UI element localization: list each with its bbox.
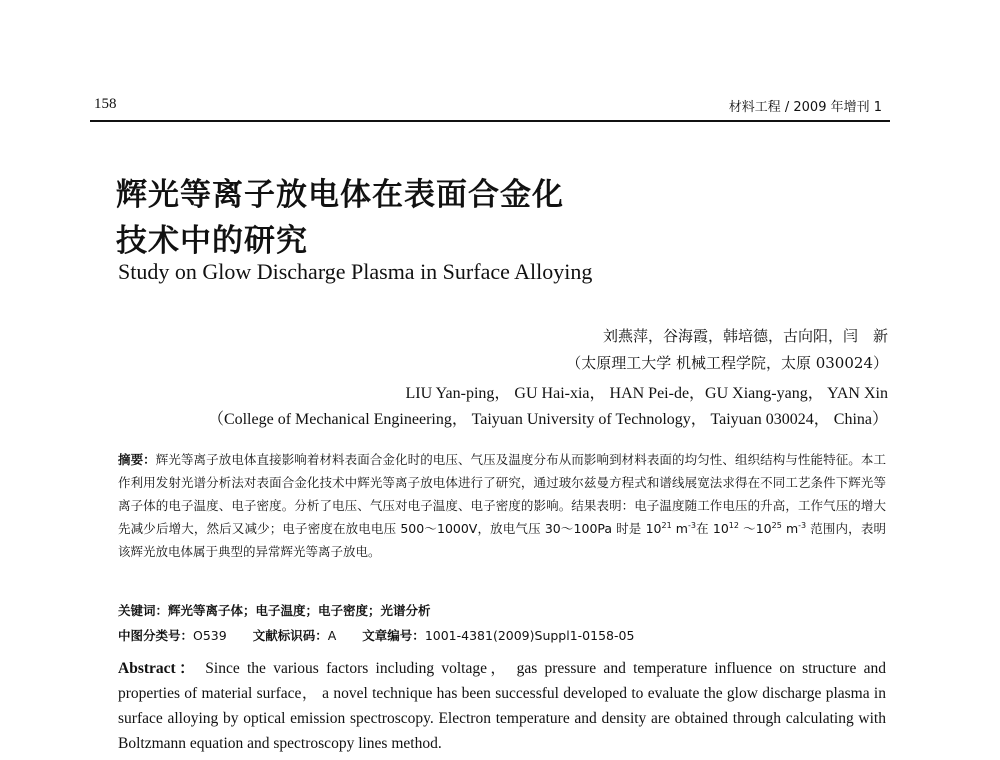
density-unit-1: m [671,521,688,536]
header-rule [90,120,890,122]
density-unit-2: m [781,521,799,536]
abstract-chinese [118,448,886,563]
keywords-line [118,601,431,619]
article-number-value: 1001-4381(2009)Suppl1-0158-05 [424,628,635,643]
density-exponent-1: 21 [661,521,672,530]
abstract-chinese-text-1: 辉光等离子放电体直接影响着材料表面合金化时的电压、气压及温度分布从而影响到材料表面的均匀性、组织结构与性能特征。本工作利用发射光谱分析法对表面合金化技术中辉光等离子放电体进行了研究，通过玻尔兹曼方程式和谱线展宽法求得在不同工艺条件下辉光等离子体的电子温度、电子密度。分析了电压、气压对电子温度、电子密度的影响。结果表明：电子温度随工作电压的升高，工作气压的增大先减少后增大，然后又减少；电子密度在放电电压 500～1000V，放电气压 30～100Pa 时是 10 [118,452,886,536]
classification-line [118,626,886,644]
article-number-label: 文章编号： [362,628,425,643]
title-english: Study on Glow Discharge Plasma in Surface Alloying [118,259,593,284]
title-chinese-line-2: 技术中的研究 [116,223,308,259]
affiliation-english: （College of Mechanical Engineering， Taiyuan University of Technology， Taiyuan 030024， China） [207,411,888,428]
affiliation-chinese: （太原理工大学 机械工程学院，太原 030024） [566,354,888,372]
doc-code-value: A [327,628,337,643]
abstract-english-label: Abstract： [118,660,198,677]
doc-code-label: 文献标识码： [252,628,328,643]
abstract-english [118,656,886,756]
abstract-chinese-text-3: ～10 [738,521,772,536]
title-chinese [116,172,816,264]
range-exponent-high: 25 [771,521,782,530]
abstract-english-text: Since the various factors including voltage， gas pressure and temperature influence on structure and properties of material surface， a novel technique has been successful developed to evaluate the glow discharge plasma in surface alloying by optical emission spectroscopy. Electron temperature and density are obtained through calculating with Boltzmann equation and spectroscopy lines method. [118,660,886,752]
abstract-chinese-text-2: 在 10 [695,521,729,536]
authors-chinese: 刘燕萍，谷海霞，韩培德，古向阳，闫 新 [602,327,888,345]
keywords-label: 关键词： [118,603,169,618]
abstract-chinese-label: 摘要： [118,452,156,467]
clc-label: 中图分类号： [118,628,194,643]
unit-exponent-2: -3 [798,521,807,530]
page-number: 158 [94,96,117,112]
clc-value: O539 [193,628,227,643]
authors-english: LIU Yan-ping， GU Hai-xia， HAN Pei-de，GU Xiang-yang， YAN Xin [405,385,888,402]
journal-running-head: 材料工程 / 2009 年增刊 1 [728,100,882,115]
title-chinese-line-1: 辉光等离子放电体在表面合金化 [116,177,564,213]
keywords-text: 辉光等离子体；电子温度；电子密度；光谱分析 [168,603,431,618]
abstract-chinese-text-4: 范围内，表明该辉光放电体属于典型的异常辉光等离子放电。 [118,521,886,559]
range-exponent-low: 12 [728,521,739,530]
unit-exponent-1: -3 [687,521,696,530]
